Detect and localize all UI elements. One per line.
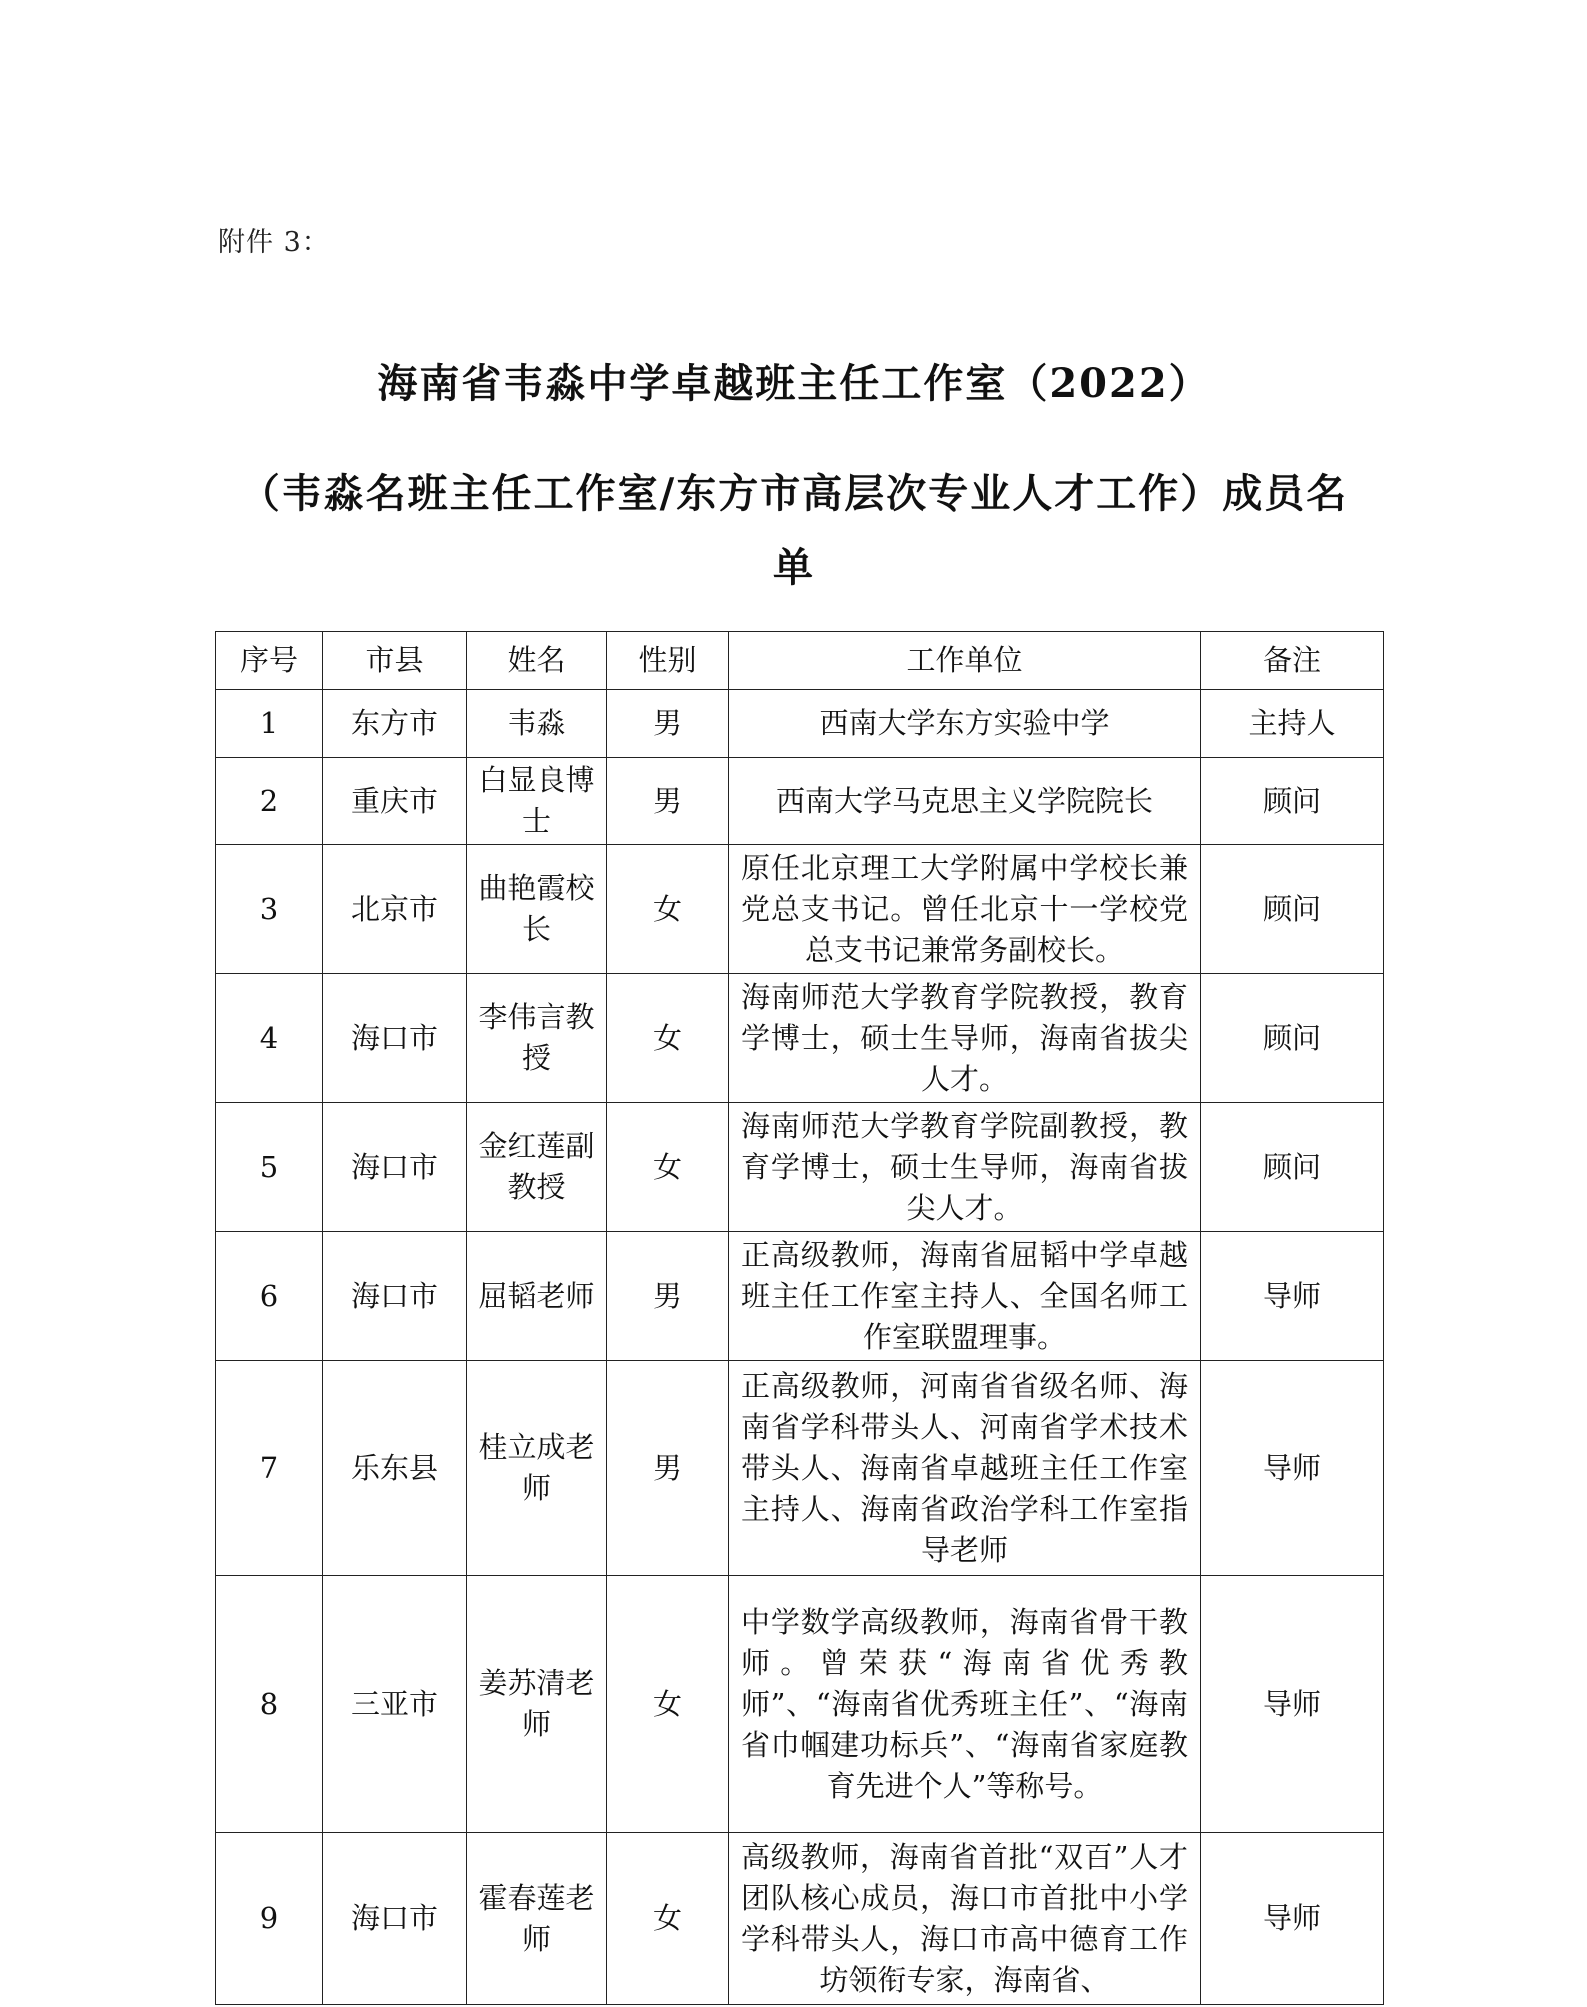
cell-note: 导师	[1201, 1576, 1384, 1833]
cell-serial: 1	[216, 690, 323, 758]
cell-gender: 女	[607, 1576, 729, 1833]
cell-gender: 女	[607, 974, 729, 1103]
table-row	[216, 1576, 1384, 1833]
cell-gender: 男	[607, 758, 729, 845]
cell-city: 三亚市	[323, 1576, 467, 1833]
cell-note: 导师	[1201, 1232, 1384, 1361]
cell-note: 顾问	[1201, 1103, 1384, 1232]
cell-serial: 9	[216, 1833, 323, 2005]
header-city: 市县	[323, 632, 467, 690]
cell-city: 海口市	[323, 1833, 467, 2005]
cell-gender: 男	[607, 690, 729, 758]
cell-gender: 女	[607, 1833, 729, 2005]
table-header-row	[216, 632, 1384, 690]
table-row	[216, 1361, 1384, 1576]
cell-work-unit: 海南师范大学教育学院教授，教育学博士，硕士生导师，海南省拔尖人才。	[729, 974, 1201, 1103]
cell-city: 海口市	[323, 1103, 467, 1232]
table-row	[216, 1232, 1384, 1361]
cell-city: 乐东县	[323, 1361, 467, 1576]
cell-serial: 4	[216, 974, 323, 1103]
header-serial: 序号	[216, 632, 323, 690]
cell-note: 顾问	[1201, 758, 1384, 845]
table-row	[216, 690, 1384, 758]
cell-name: 姜苏清老师	[467, 1576, 607, 1833]
cell-work-unit: 正高级教师，河南省省级名师、海南省学科带头人、河南省学术技术带头人、海南省卓越班主任工作室主持人、海南省政治学科工作室指导老师	[729, 1361, 1201, 1576]
cell-note: 导师	[1201, 1361, 1384, 1576]
cell-gender: 男	[607, 1361, 729, 1576]
document-title-line-2: （韦淼名班主任工作室/东方市高层次专业人才工作）成员名	[239, 470, 1349, 517]
header-gender: 性别	[607, 632, 729, 690]
cell-name: 曲艳霞校长	[467, 845, 607, 974]
cell-work-unit: 原任北京理工大学附属中学校长兼党总支书记。曾任北京十一学校党总支书记兼常务副校长。	[729, 845, 1201, 974]
cell-note: 导师	[1201, 1833, 1384, 2005]
cell-work-unit: 正高级教师，海南省屈韬中学卓越班主任工作室主持人、全国名师工作室联盟理事。	[729, 1232, 1201, 1361]
cell-serial: 2	[216, 758, 323, 845]
header-note: 备注	[1201, 632, 1384, 690]
cell-serial: 5	[216, 1103, 323, 1232]
cell-serial: 8	[216, 1576, 323, 1833]
cell-serial: 6	[216, 1232, 323, 1361]
member-table	[215, 631, 1384, 2005]
cell-note: 主持人	[1201, 690, 1384, 758]
document-title-line-3: 单	[773, 544, 815, 591]
cell-city: 北京市	[323, 845, 467, 974]
cell-note: 顾问	[1201, 845, 1384, 974]
cell-work-unit: 西南大学东方实验中学	[729, 690, 1201, 758]
cell-serial: 7	[216, 1361, 323, 1576]
cell-gender: 女	[607, 845, 729, 974]
cell-name: 屈韬老师	[467, 1232, 607, 1361]
cell-name: 韦淼	[467, 690, 607, 758]
document-title-line-1: 海南省韦淼中学卓越班主任工作室（2022）	[377, 360, 1211, 407]
table-row	[216, 845, 1384, 974]
cell-name: 白显良博士	[467, 758, 607, 845]
table-row	[216, 758, 1384, 845]
header-name: 姓名	[467, 632, 607, 690]
cell-work-unit: 西南大学马克思主义学院院长	[729, 758, 1201, 845]
cell-city: 海口市	[323, 974, 467, 1103]
cell-gender: 女	[607, 1103, 729, 1232]
cell-city: 重庆市	[323, 758, 467, 845]
cell-serial: 3	[216, 845, 323, 974]
cell-name: 金红莲副教授	[467, 1103, 607, 1232]
cell-name: 李伟言教授	[467, 974, 607, 1103]
table-row	[216, 1833, 1384, 2005]
cell-work-unit: 高级教师，海南省首批“双百”人才团队核心成员，海口市首批中小学学科带头人，海口市高中德育工作坊领衔专家，海南省、	[729, 1833, 1201, 2005]
cell-work-unit: 中学数学高级教师，海南省骨干教师。曾荣获“海南省优秀教师”、“海南省优秀班主任”、“海南省巾帼建功标兵”、“海南省家庭教育先进个人”等称号。	[729, 1576, 1201, 1833]
table-row	[216, 1103, 1384, 1232]
cell-city: 海口市	[323, 1232, 467, 1361]
cell-city: 东方市	[323, 690, 467, 758]
cell-work-unit: 海南师范大学教育学院副教授，教育学博士，硕士生导师，海南省拔尖人才。	[729, 1103, 1201, 1232]
cell-name: 霍春莲老师	[467, 1833, 607, 2005]
attachment-label: 附件 3：	[218, 227, 330, 258]
cell-gender: 男	[607, 1232, 729, 1361]
cell-note: 顾问	[1201, 974, 1384, 1103]
table-row	[216, 974, 1384, 1103]
header-work-unit: 工作单位	[729, 632, 1201, 690]
cell-name: 桂立成老师	[467, 1361, 607, 1576]
